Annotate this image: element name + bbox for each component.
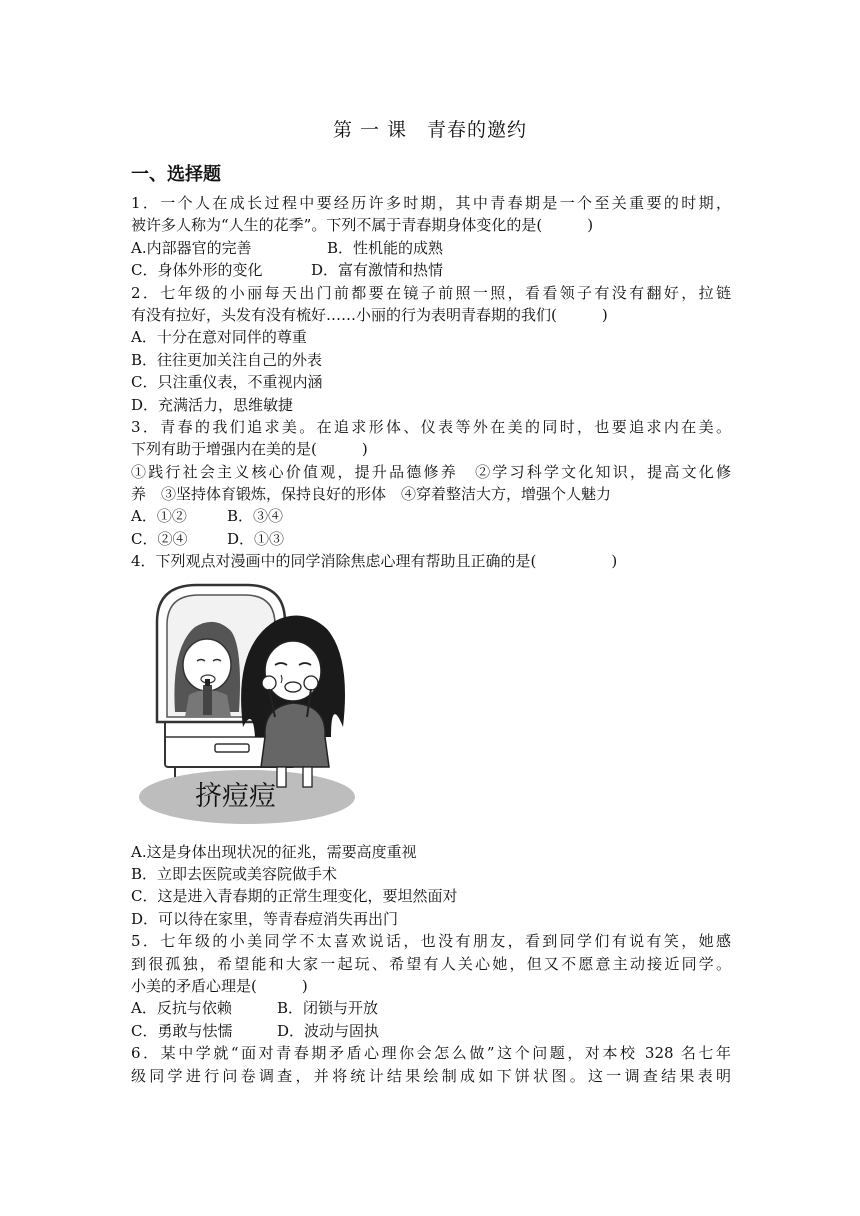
- question-5-options-row-2: [131, 1020, 731, 1042]
- option-d: D．可以待在家里，等青春痘消失再出门: [131, 909, 399, 928]
- cartoon-figure: [131, 573, 731, 841]
- option-a: A．①②: [131, 507, 187, 526]
- question-3-stem-line-3: ①践行社会主义核心价值观，提升品德修养 ②学习科学文化知识，提高文化修: [131, 462, 731, 481]
- question-6-stem-line-1: 6．某中学就“面对青春期矛盾心理你会怎么做”这个问题，对本校 328 名七年: [131, 1044, 731, 1063]
- option-c: C．②④: [131, 529, 188, 548]
- option-a: A.内部器官的完善: [131, 238, 252, 257]
- cartoon-caption: 挤痘痘: [195, 780, 276, 812]
- bottle: [203, 685, 212, 715]
- question-5-stem-line-3: 小美的矛盾心理是( ): [131, 976, 308, 995]
- option-c: C．只注重仪表，不重视内涵: [131, 373, 323, 392]
- question-1-options-row-1: [131, 237, 731, 259]
- option-a: A．十分在意对同伴的尊重: [131, 328, 307, 347]
- question-3-stem-line-2: 下列有助于增强内在美的是( ): [131, 440, 368, 459]
- question-2-stem-line-2: 有没有拉好，头发有没有梳好……小丽的行为表明青春期的我们( ): [131, 305, 608, 324]
- option-b: B．③④: [227, 507, 284, 526]
- option-a: A.这是身体出现状况的征兆，需要高度重视: [131, 842, 417, 861]
- option-d: D．富有激情和热情: [311, 261, 444, 280]
- question-5-stem-line-2: 到很孤独，希望能和大家一起玩、希望有人关心她，但又不愿意主动接近同学。: [131, 954, 731, 973]
- question-3-options-row-1: [131, 505, 731, 527]
- question-3-stem-line-4: 养 ③坚持体育锻炼，保持良好的形体 ④穿着整洁大方，增强个人魅力: [131, 485, 612, 504]
- question-list: [131, 192, 731, 1087]
- question-1-stem-line-2: 被许多人称为“人生的花季”。下列不属于青春期身体变化的是( ): [131, 216, 594, 235]
- question-3-options-row-2: [131, 528, 731, 550]
- option-b: B．闭锁与开放: [277, 999, 379, 1018]
- option-c: C．勇敢与怯懦: [131, 1021, 233, 1040]
- question-4-stem: 4．下列观点对漫画中的同学消除焦虑心理有帮助且正确的是( ): [131, 552, 618, 571]
- section-heading: 一、选择题: [131, 164, 221, 185]
- question-1-options-row-2: [131, 259, 731, 281]
- option-c: C．身体外形的变化: [131, 261, 263, 280]
- cartoon-illustration: [135, 577, 365, 829]
- question-2-stem-line-1: 2．七年级的小丽每天出门前都要在镜子前照一照，看看领子有没有翻好，拉链: [131, 283, 731, 302]
- option-c: C．这是进入青春期的正常生理变化，要坦然面对: [131, 887, 458, 906]
- option-d: D．充满活力，思维敏捷: [131, 395, 294, 414]
- question-1-stem-line-1: 1．一个人在成长过程中要经历许多时期，其中青春期是一个至关重要的时期，: [131, 194, 731, 212]
- lesson-title: 第 一 课 青春的邀约: [332, 119, 528, 141]
- question-5-options-row-1: [131, 997, 731, 1019]
- option-b: B．往往更加关注自己的外表: [131, 350, 323, 369]
- option-a: A．反抗与依赖: [131, 999, 232, 1018]
- option-b: B．性机能的成熟: [327, 238, 444, 257]
- question-3-stem-line-1: 3．青春的我们追求美。在追求形体、仪表等外在美的同时，也要追求内在美。: [131, 417, 731, 436]
- question-5-stem-line-1: 5．七年级的小美同学不太喜欢说话，也没有朋友，看到同学们有说有笑，她感: [131, 932, 731, 951]
- question-6-stem-line-2: 级同学进行问卷调查，并将统计结果绘制成如下饼状图。这一调查结果表明: [131, 1066, 731, 1085]
- option-d: D．波动与固执: [277, 1021, 380, 1040]
- girl-body: [261, 703, 329, 767]
- option-b: B．立即去医院或美容院做手术: [131, 865, 338, 884]
- option-d: D．①③: [227, 529, 285, 548]
